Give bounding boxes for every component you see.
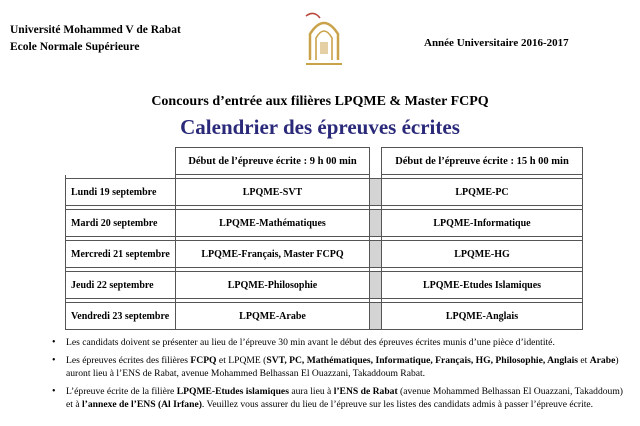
afternoon-cell: LPQME-PC: [382, 179, 583, 206]
table-header-row: [66, 148, 583, 175]
table-row: [66, 241, 583, 268]
list-item: [52, 385, 632, 411]
note-text: Les candidats doivent se présenter au lieu de l’épreuve 30 min avant le début des épreuves écrites munis d’une pièce d’identité.: [66, 337, 555, 348]
morning-cell: LPQME-SVT: [176, 179, 370, 206]
note-bold: Arabe: [589, 355, 616, 366]
morning-cell: LPQME-Français, Master FCPQ: [176, 241, 370, 268]
day-cell: Mercredi 21 septembre: [66, 241, 176, 268]
header-afternoon: Début de l’épreuve écrite : 15 h 00 min: [382, 148, 583, 175]
afternoon-cell: LPQME-Informatique: [382, 210, 583, 237]
header-gap: [370, 148, 382, 175]
bullet: •: [52, 355, 56, 366]
header-left: [10, 22, 181, 56]
notes-list: [52, 336, 632, 416]
day-cell: Jeudi 22 septembre: [66, 272, 176, 299]
note-text: . Veuillez vous assurer du lieu de l’épreuve sur les listes des candidats admis à passer l’épreuve écrite.: [201, 399, 594, 410]
day-cell: Vendredi 23 septembre: [66, 303, 176, 330]
note-text: L’épreuve écrite de la filière: [66, 386, 177, 397]
school-name: Ecole Normale Supérieure: [10, 41, 140, 53]
table-row: [66, 272, 583, 299]
afternoon-cell: LPQME-Etudes Islamiques: [382, 272, 583, 299]
note-bold: l’annexe de l’ENS (Al Irfane): [81, 399, 202, 410]
university-logo-icon: [300, 8, 348, 70]
gap-cell: [370, 303, 382, 330]
list-item: [52, 336, 632, 349]
note-text: et LPQME (: [216, 355, 267, 366]
bullet: •: [52, 337, 56, 348]
morning-cell: LPQME-Arabe: [176, 303, 370, 330]
day-cell: Lundi 19 septembre: [66, 179, 176, 206]
list-item: [52, 354, 632, 380]
subtitle: Concours d’entrée aux filières LPQME & Master FCPQ: [151, 94, 489, 109]
note-text: Les épreuves écrites des filières: [66, 355, 191, 366]
morning-cell: LPQME-Philosophie: [176, 272, 370, 299]
gap-cell: [370, 210, 382, 237]
bullet: •: [52, 386, 56, 397]
note-bold: SVT, PC, Mathématiques, Informatique, Français, HG, Philosophie, Anglais: [266, 355, 579, 366]
table-row: [66, 179, 583, 206]
academic-year: Année Universitaire 2016-2017: [424, 37, 569, 49]
page-title: Calendrier des épreuves écrites: [180, 115, 460, 139]
note-text: (avenue Mohammed Belhassan El Ouazzani, Takaddoum) et à: [66, 386, 623, 410]
gap-cell: [370, 179, 382, 206]
note-bold: FCPQ: [190, 355, 217, 366]
table-corner: [66, 148, 176, 175]
header-morning: Début de l’épreuve écrite : 9 h 00 min: [176, 148, 370, 175]
gap-cell: [370, 272, 382, 299]
table-row: [66, 303, 583, 330]
university-name: Université Mohammed V de Rabat: [10, 24, 181, 36]
gap-cell: [370, 241, 382, 268]
note-bold: l’ENS de Rabat: [333, 386, 398, 397]
note-text: aura lieu à: [288, 386, 334, 397]
note-bold: LPQME-Etudes islamiques: [176, 386, 289, 397]
day-cell: Mardi 20 septembre: [66, 210, 176, 237]
afternoon-cell: LPQME-HG: [382, 241, 583, 268]
afternoon-cell: LPQME-Anglais: [382, 303, 583, 330]
table-row: [66, 210, 583, 237]
morning-cell: LPQME-Mathématiques: [176, 210, 370, 237]
note-text: ) auront lieu à l’ENS de Rabat, avenue Mohammed Belhassan El Ouazzani, Takaddoum Rabat.: [66, 355, 619, 379]
note-text: et: [578, 355, 590, 366]
schedule-table: [65, 147, 583, 330]
